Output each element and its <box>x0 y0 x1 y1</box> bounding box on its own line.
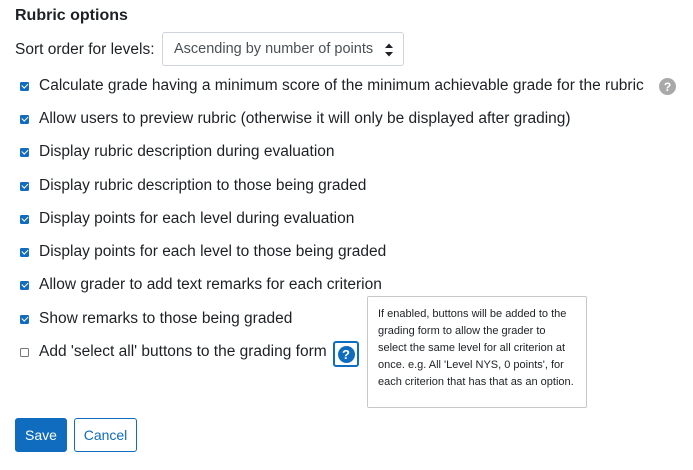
option-label: Allow grader to add text remarks for each criterion <box>39 276 382 293</box>
option-label: Display points for each level to those being graded <box>39 243 387 260</box>
option-label: Display points for each level during evaluation <box>39 210 355 227</box>
checkbox-preview-rubric[interactable] <box>20 115 29 124</box>
section-heading: Rubric options <box>15 7 128 24</box>
sort-order-value: Ascending by number of points <box>174 41 374 57</box>
checkbox-select-all-buttons[interactable] <box>20 348 29 357</box>
help-icon: ? <box>338 346 355 363</box>
option-points-graded[interactable] <box>20 242 386 262</box>
option-label: Display rubric description to those being graded <box>39 177 367 194</box>
checkbox-points-evaluation[interactable] <box>20 215 29 224</box>
option-label: Show remarks to those being graded <box>39 310 293 327</box>
help-tooltip: If enabled, buttons will be added to the grading form to allow the grader to select the same level for all criterion at once. e.g. All 'Level NYS, 0 points', for each criterion that has that as an option. <box>367 296 587 408</box>
checkbox-min-score[interactable] <box>20 82 29 91</box>
option-label: Allow users to preview rubric (otherwise it will only be displayed after grading) <box>39 110 571 127</box>
option-preview-rubric[interactable] <box>20 109 571 129</box>
option-min-score[interactable] <box>20 76 644 96</box>
checkbox-description-evaluation[interactable] <box>20 148 29 157</box>
checkbox-show-remarks[interactable] <box>20 315 29 324</box>
sort-order-row <box>15 32 374 68</box>
sort-order-label: Sort order for levels: <box>15 41 155 58</box>
option-text-remarks[interactable] <box>20 275 382 295</box>
save-button[interactable]: Save <box>15 418 67 452</box>
select-arrows-icon <box>385 42 393 58</box>
sort-order-select[interactable] <box>162 32 404 66</box>
option-label: Display rubric description during evaluation <box>39 143 335 160</box>
help-icon-button[interactable] <box>333 341 359 367</box>
option-select-all-buttons[interactable] <box>20 342 327 362</box>
option-description-evaluation[interactable] <box>20 142 335 162</box>
checkbox-description-graded[interactable] <box>20 182 29 191</box>
checkbox-points-graded[interactable] <box>20 248 29 257</box>
option-label: Calculate grade having a minimum score of the minimum achievable grade for the rubric <box>39 77 644 94</box>
checkbox-text-remarks[interactable] <box>20 281 29 290</box>
help-icon[interactable]: ? <box>659 78 676 95</box>
option-show-remarks[interactable] <box>20 309 292 329</box>
cancel-button[interactable]: Cancel <box>74 418 137 452</box>
option-label: Add 'select all' buttons to the grading form <box>39 343 327 360</box>
option-description-graded[interactable] <box>20 176 366 196</box>
option-points-evaluation[interactable] <box>20 209 354 229</box>
